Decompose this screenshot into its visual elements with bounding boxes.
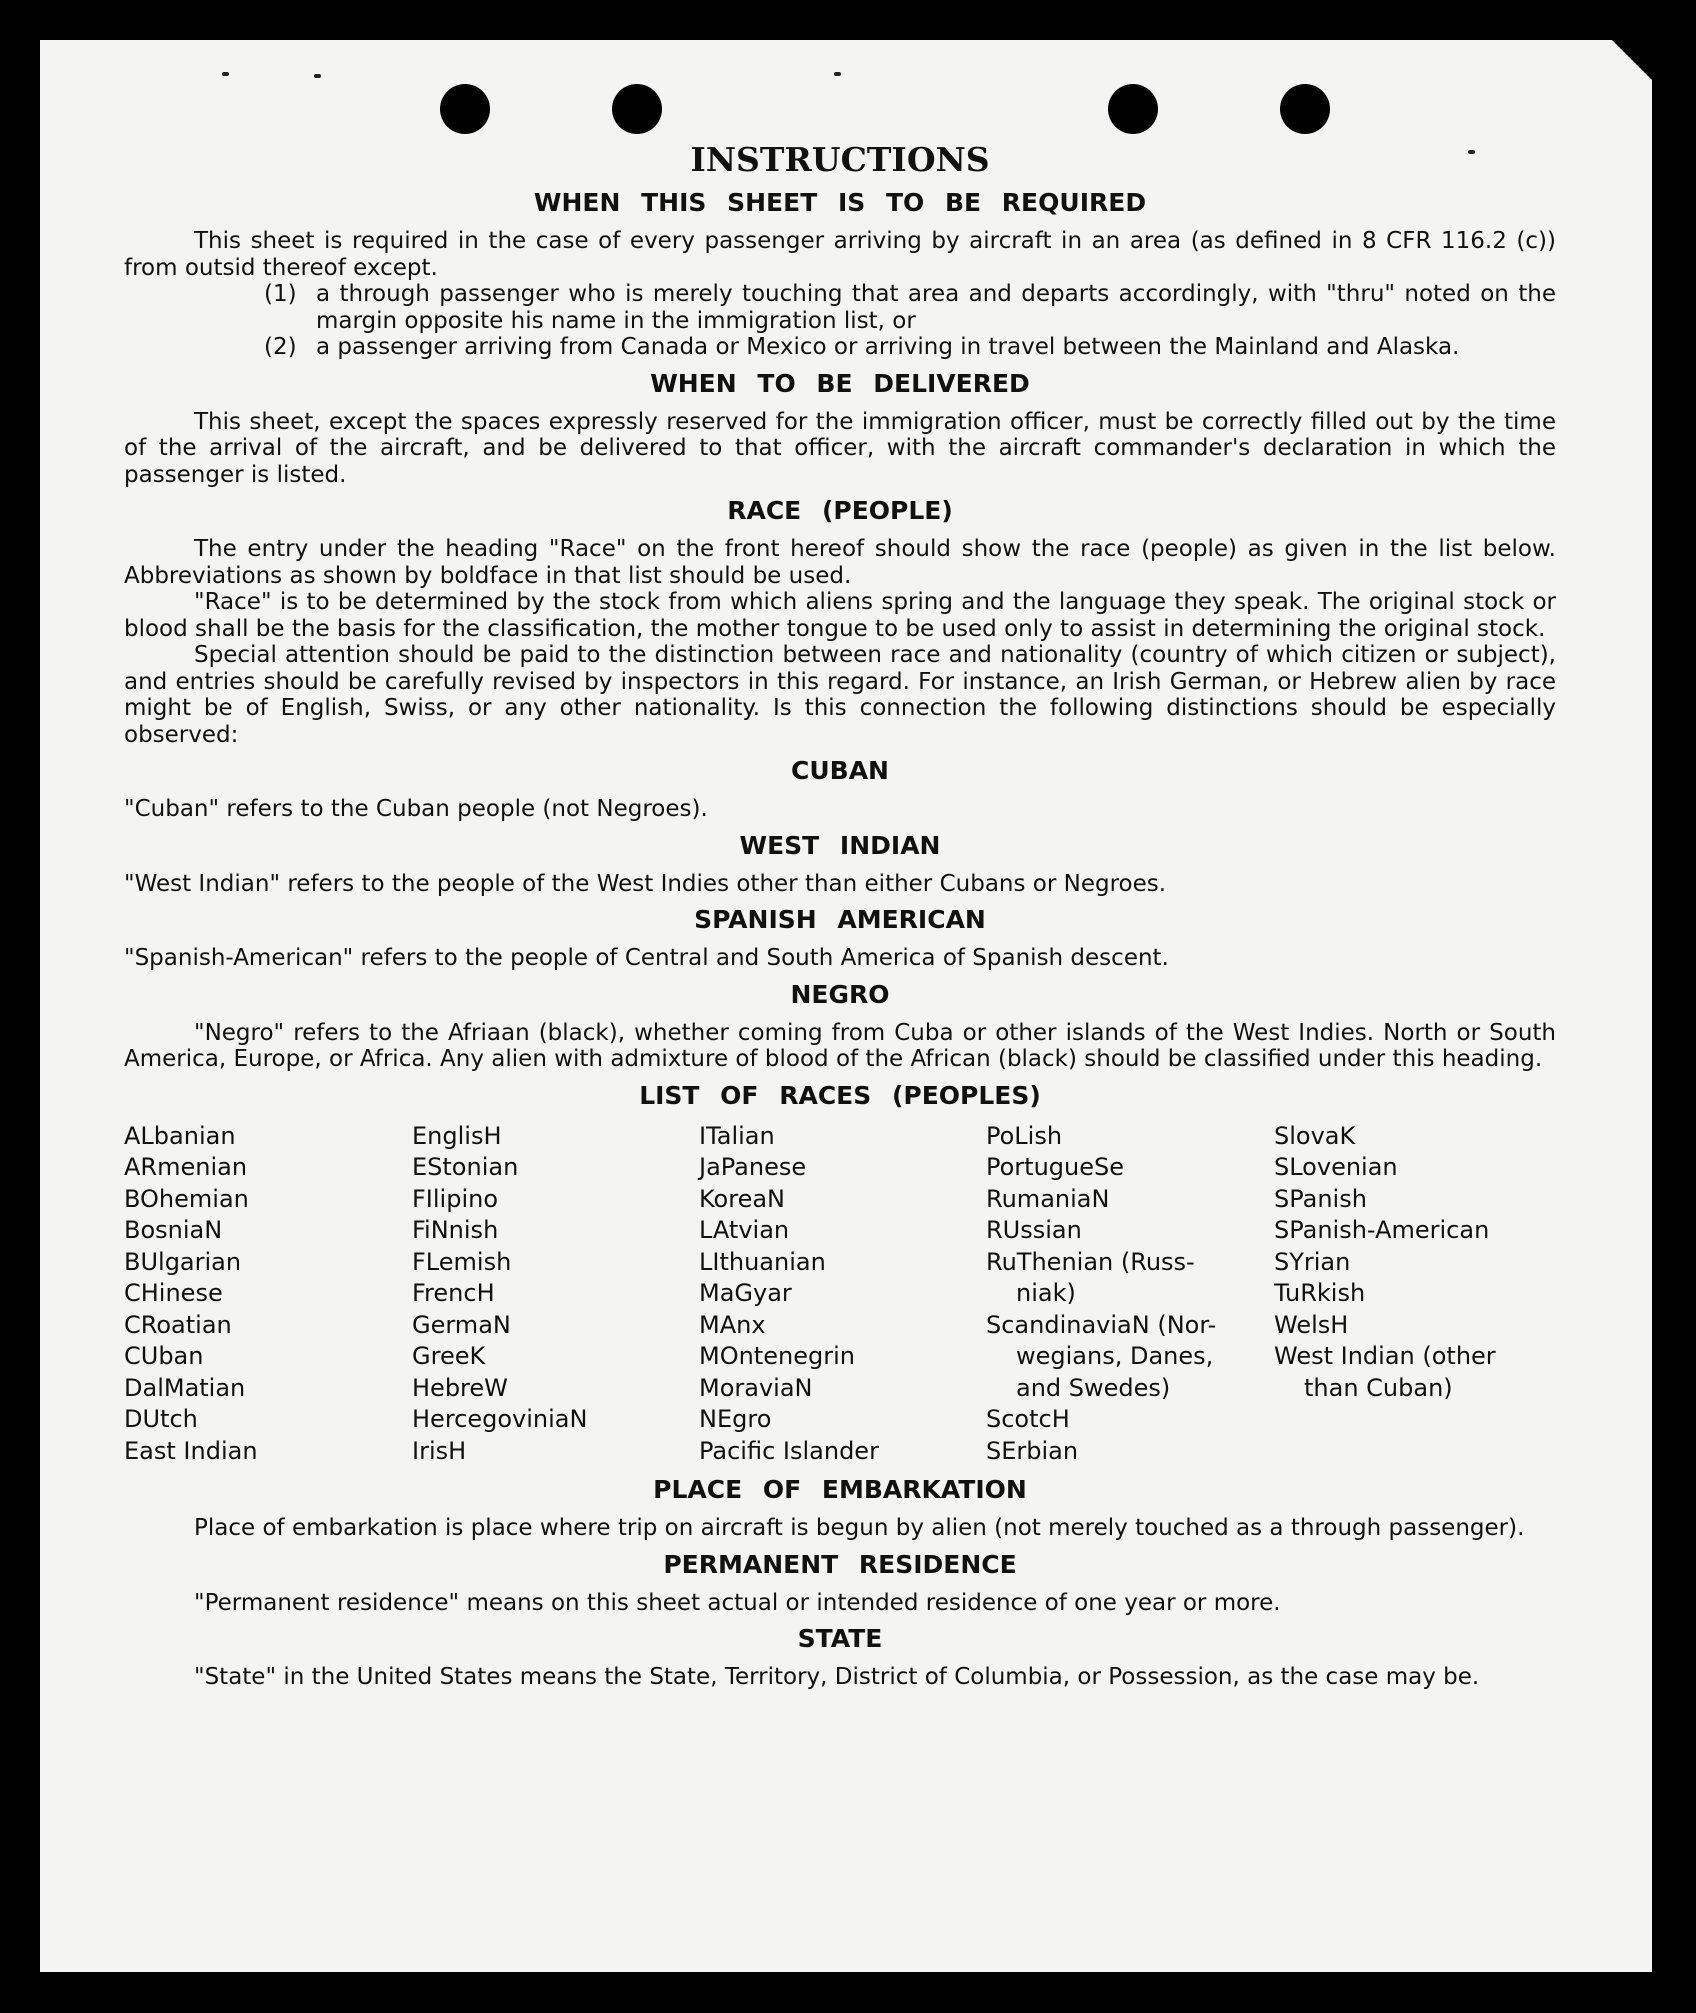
race-entry: GreeK	[412, 1342, 486, 1370]
page-title: INSTRUCTIONS	[690, 140, 990, 179]
exception-number: (2)	[264, 334, 297, 360]
negro-text: "Negro" refers to the Afriaan (black), whether coming from Cuba or other islands of the West Indies. North or South America, Europe, or Africa. Any alien with admixture of blood of the African (black) should be classified under this heading.	[124, 1019, 1556, 1072]
heading-negro: NEGRO	[790, 979, 890, 1009]
race-entry: West Indian (other	[1274, 1342, 1496, 1370]
race-entry: WelsH	[1274, 1310, 1349, 1339]
race-entry: ScandinaviaN (Nor-	[986, 1310, 1217, 1339]
speck	[222, 72, 229, 76]
heading-cuban: CUBAN	[791, 756, 889, 785]
race-entry: FrencH	[412, 1279, 495, 1307]
speck	[314, 74, 321, 78]
races-column	[699, 1121, 986, 1468]
exception-item	[264, 281, 1556, 334]
race-entry: SErbian	[986, 1436, 1079, 1465]
race-entry: RumaniaN	[986, 1184, 1110, 1213]
delivered-text: This sheet, except the spaces expressly reserved for the immigration officer, must be correctly filled out by the time of the arrival of the aircraft, and be delivered to that officer, with the aircraft commander's declaration in which the passenger is listed.	[124, 408, 1556, 488]
heading-west-indian: WEST INDIAN	[739, 830, 941, 860]
race-entry: Pacific Islander	[699, 1436, 879, 1465]
race-entry: ALbanian	[124, 1121, 236, 1150]
race-entry: BUlgarian	[124, 1247, 242, 1276]
races-column	[124, 1121, 412, 1468]
race-entry: SPanish-American	[1274, 1216, 1490, 1244]
spanish-american-text: "Spanish-American" refers to the people of Central and South America of Spanish descent.	[124, 945, 1169, 971]
race-entry: KoreaN	[699, 1184, 785, 1213]
race-entry: MoraviaN	[699, 1373, 813, 1402]
cuban-text: "Cuban" refers to the Cuban people (not Negroes).	[124, 796, 708, 822]
race-entry: East Indian	[124, 1436, 258, 1465]
required-intro: This sheet is required in the case of every passenger arriving by aircraft in an area (as defined in 8 CFR 116.2 (c)) from outsid thereof except.	[124, 228, 1556, 281]
race-entry: DalMatian	[124, 1373, 246, 1402]
race-entry: FIlipino	[412, 1184, 499, 1213]
race-entry: PortugueSe	[986, 1153, 1124, 1181]
race-entry: EStonian	[412, 1153, 519, 1181]
race-entry-continued: than Cuban)	[1304, 1373, 1453, 1402]
race-entry: BOhemian	[124, 1184, 249, 1213]
race-entry: HebreW	[412, 1373, 508, 1402]
punch-hole	[440, 84, 490, 134]
races-column	[412, 1121, 699, 1468]
race-entry: ScotcH	[986, 1405, 1070, 1433]
race-entry: LIthuanian	[699, 1247, 826, 1276]
punch-hole	[1280, 84, 1330, 134]
race-entry: CUban	[124, 1342, 204, 1370]
race-entry: SLovenian	[1274, 1153, 1398, 1181]
exception-list	[264, 281, 1556, 361]
race-entry: EnglisH	[412, 1121, 502, 1150]
race-paragraph: "Race" is to be determined by the stock from which aliens spring and the language they speak. The original stock or blood shall be the basis for the classification, the mother tongue to be used only to assist in determining the original stock.	[124, 589, 1556, 642]
race-entry-continued: niak)	[1016, 1279, 1076, 1307]
race-entry: CRoatian	[124, 1310, 232, 1339]
exception-item	[264, 334, 1556, 361]
exception-number: (1)	[264, 281, 297, 307]
race-entry: MaGyar	[699, 1279, 792, 1307]
races-column	[986, 1121, 1274, 1468]
race-entry: SlovaK	[1274, 1121, 1356, 1150]
race-entry: IrisH	[412, 1436, 467, 1465]
race-entry: RuThenian (Russ-	[986, 1247, 1195, 1276]
heading-spanish-american: SPANISH AMERICAN	[694, 905, 986, 934]
race-entry: ITalian	[699, 1121, 775, 1150]
race-entry: SPanish	[1274, 1184, 1367, 1213]
race-entry: FLemish	[412, 1247, 512, 1276]
heading-place-of-embarkation: PLACE OF EMBARKATION	[653, 1475, 1027, 1504]
heading-race: RACE (PEOPLE)	[727, 496, 953, 525]
heading-when-delivered: WHEN TO BE DELIVERED	[650, 368, 1030, 398]
races-column	[1274, 1121, 1556, 1468]
document-page	[40, 40, 1652, 1972]
race-entry-continued: wegians, Danes,	[1016, 1342, 1214, 1370]
race-entry: GermaN	[412, 1310, 511, 1339]
exception-text: a through passenger who is merely touching that area and departs accordingly, with "thru" noted on the margin opposite his name in the immigration list, or	[316, 281, 1556, 334]
instructions-content	[124, 140, 1556, 1691]
race-entry: MOntenegrin	[699, 1342, 855, 1370]
heading-state: STATE	[797, 1624, 883, 1653]
race-paragraph: Special attention should be paid to the distinction between race and nationality (country of which citizen or subject), and entries should be carefully revised by inspectors in this regard. For instance, an Irish German, or Hebrew alien by race might be of English, Swiss, or any other nationality. Is this connection the following distinctions should be especially observed:	[124, 642, 1556, 748]
torn-corner	[1602, 40, 1652, 90]
heading-when-required: WHEN THIS SHEET IS TO BE REQUIRED	[533, 188, 1147, 217]
punch-hole	[612, 84, 662, 134]
state-text: "State" in the United States means the State, Territory, District of Columbia, or Possession, as the case may be.	[194, 1664, 1480, 1690]
race-entry: HercegoviniaN	[412, 1405, 588, 1433]
heading-list-of-races: LIST OF RACES (PEOPLES)	[639, 1080, 1041, 1110]
race-entry: JaPanese	[699, 1153, 807, 1181]
races-list	[124, 1121, 1556, 1468]
race-entry: TuRkish	[1274, 1279, 1366, 1307]
exception-text: a passenger arriving from Canada or Mexico or arriving in travel between the Mainland and Alaska.	[316, 334, 1460, 360]
race-entry: CHinese	[124, 1279, 223, 1307]
race-entry: DUtch	[124, 1405, 198, 1433]
race-entry: PoLish	[986, 1121, 1063, 1150]
race-entry-continued: and Swedes)	[1016, 1373, 1171, 1402]
race-entry: NEgro	[699, 1405, 772, 1433]
race-entry: SYrian	[1274, 1247, 1351, 1276]
west-indian-text: "West Indian" refers to the people of the West Indies other than either Cubans or Negroes.	[124, 870, 1167, 897]
race-entry: FiNnish	[412, 1216, 499, 1244]
punch-hole	[1108, 84, 1158, 134]
race-entry: MAnx	[699, 1310, 766, 1339]
race-entry: RUssian	[986, 1216, 1082, 1244]
race-paragraph: The entry under the heading "Race" on the front hereof should show the race (people) as given in the list below. Abbreviations as shown by boldface in that list should be used.	[124, 536, 1556, 589]
race-entry: BosniaN	[124, 1216, 223, 1244]
race-entry: ARmenian	[124, 1153, 248, 1181]
race-entry: LAtvian	[699, 1216, 790, 1244]
heading-permanent-residence: PERMANENT RESIDENCE	[663, 1549, 1017, 1579]
residence-text: "Permanent residence" means on this sheet actual or intended residence of one year or more.	[194, 1589, 1281, 1616]
speck	[834, 72, 841, 76]
embarkation-text: Place of embarkation is place where trip on aircraft is begun by alien (not merely touched as a through passenger).	[194, 1515, 1525, 1541]
